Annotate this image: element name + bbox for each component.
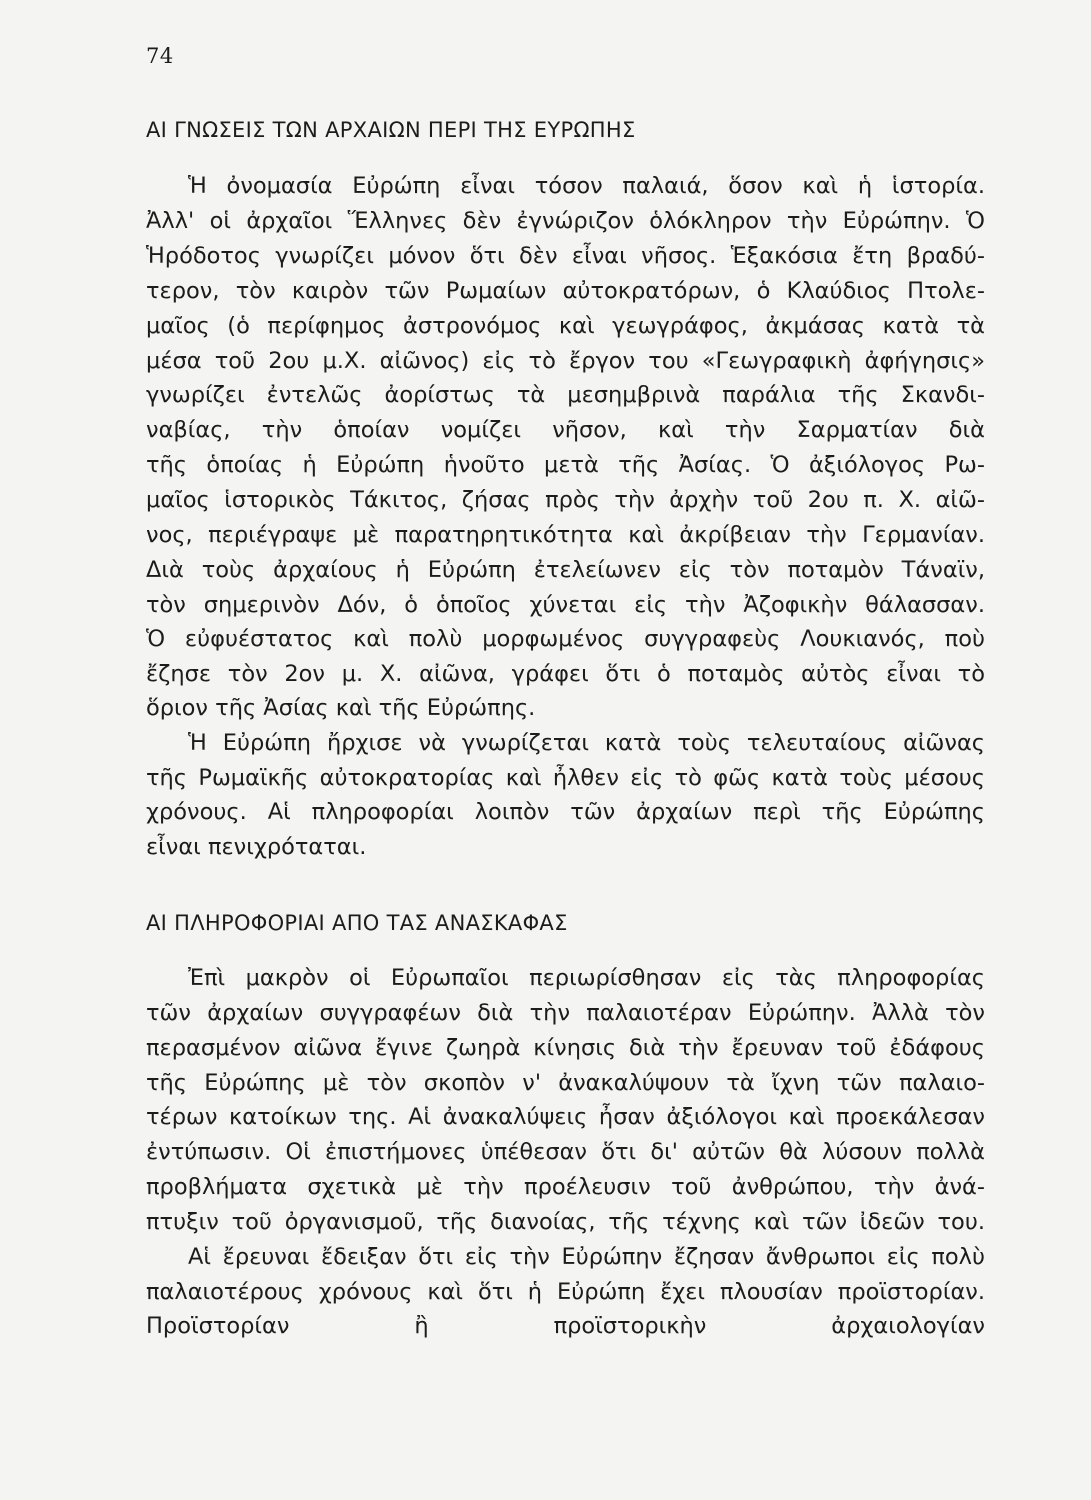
text-line: μαῖος (ὁ περίφημος ἀστρονόμος καὶ γεωγράφος, ἀκμάσας κατὰ τὰ	[146, 313, 985, 339]
section-heading-excavation-information: ΑΙ ΠΛΗΡΟΦΟΡΙΑΙ ΑΠΟ ΤΑΣ ΑΝΑΣΚΑΦΑΣ	[146, 911, 568, 935]
text-line: τὸν σημερινὸν Δόν, ὁ ὁποῖος χύνεται εἰς τὴν Ἀζοφικὴν θάλασσαν.	[146, 592, 985, 618]
text-line: Διὰ τοὺς ἀρχαίους ἡ Εὐρώπη ἐτελείωνεν εἰς τὸν ποταμὸν Τάναϊν,	[146, 557, 985, 583]
text-line: ἔζησε τὸν 2ον μ. Χ. αἰῶνα, γράφει ὅτι ὁ ποταμὸς αὐτὸς εἶναι τὸ	[146, 661, 985, 687]
page-number: 74	[146, 44, 174, 68]
text-line: Ὁ εὐφυέστατος καὶ πολὺ μορφωμένος συγγραφεὺς Λουκιανός, ποὺ	[146, 626, 985, 652]
text-line: πτυξιν τοῦ ὀργανισμοῦ, τῆς διανοίας, τῆς τέχνης καὶ τῶν ἰδεῶν του.	[146, 1209, 985, 1235]
text-line: περασμένον αἰῶνα ἔγινε ζωηρὰ κίνησις διὰ τὴν ἔρευναν τοῦ ἐδάφους	[146, 1035, 985, 1061]
text-line: Ἀλλ' οἱ ἀρχαῖοι Ἕλληνες δὲν ἐγνώριζον ὁλόκληρον τὴν Εὐρώπην. Ὁ	[146, 208, 985, 234]
section-heading-knowledge-of-ancients: ΑΙ ΓΝΩΣΕΙΣ ΤΩΝ ΑΡΧΑΙΩΝ ΠΕΡΙ ΤΗΣ ΕΥΡΩΠΗΣ	[146, 118, 636, 142]
text-line: Ἐπὶ μακρὸν οἱ Εὐρωπαῖοι περιωρίσθησαν εἰς τὰς πληροφορίας	[188, 965, 985, 991]
text-line: νος, περιέγραψε μὲ παρατηρητικότητα καὶ ἀκρίβειαν τὴν Γερμανίαν.	[146, 522, 985, 548]
text-line: ναβίας, τὴν ὁποίαν νομίζει νῆσον, καὶ τὴν Σαρματίαν διὰ	[146, 417, 985, 443]
text-line: τῶν ἀρχαίων συγγραφέων διὰ τὴν παλαιοτέραν Εὐρώπην. Ἀλλὰ τὸν	[146, 1000, 985, 1026]
text-line: μέσα τοῦ 2ου μ.Χ. αἰῶνος) εἰς τὸ ἔργον του «Γεωγραφικὴ ἀφήγησις»	[146, 348, 985, 374]
text-line: ἐντύπωσιν. Οἱ ἐπιστήμονες ὑπέθεσαν ὅτι δι' αὐτῶν θὰ λύσουν πολλὰ	[146, 1139, 985, 1165]
text-line: προβλήματα σχετικὰ μὲ τὴν προέλευσιν τοῦ ἀνθρώπου, τὴν ἀνά-	[146, 1174, 985, 1200]
text-line: τερον, τὸν καιρὸν τῶν Ρωμαίων αὐτοκρατόρων, ὁ Κλαύδιος Πτολε-	[146, 278, 985, 304]
text-line: Ἡ Εὐρώπη ἤρχισε νὰ γνωρίζεται κατὰ τοὺς τελευταίους αἰῶνας	[188, 730, 985, 756]
text-line: Ἡρόδοτος γνωρίζει μόνον ὅτι δὲν εἶναι νῆσος. Ἑξακόσια ἔτη βραδύ-	[146, 243, 985, 269]
text-line: παλαιοτέρους χρόνους καὶ ὅτι ἡ Εὐρώπη ἔχει πλουσίαν προϊστορίαν.	[146, 1279, 985, 1305]
text-line: τῆς ὁποίας ἡ Εὐρώπη ἡνοῦτο μετὰ τῆς Ἀσίας. Ὁ ἀξιόλογος Ρω-	[146, 452, 985, 478]
text-line: Ἡ ὀνομασία Εὐρώπη εἶναι τόσον παλαιά, ὅσον καὶ ἡ ἱστορία.	[188, 173, 985, 199]
text-line: τῆς Εὐρώπης μὲ τὸν σκοπὸν ν' ἀνακαλύψουν τὰ ἴχνη τῶν παλαιο-	[146, 1070, 985, 1096]
text-line: χρόνους. Αἱ πληροφορίαι λοιπὸν τῶν ἀρχαίων περὶ τῆς Εὐρώπης	[146, 799, 985, 825]
text-line: Προϊστορίαν ἢ προϊστορικὴν ἀρχαιολογίαν	[146, 1313, 985, 1339]
text-line: ὅριον τῆς Ἀσίας καὶ τῆς Εὐρώπης.	[146, 695, 536, 721]
text-line: τῆς Ρωμαϊκῆς αὐτοκρατορίας καὶ ἦλθεν εἰς τὸ φῶς κατὰ τοὺς μέσους	[146, 765, 985, 791]
text-line: Αἱ ἔρευναι ἔδειξαν ὅτι εἰς τὴν Εὐρώπην ἔζησαν ἄνθρωποι εἰς πολὺ	[188, 1244, 985, 1270]
text-line: μαῖος ἱστορικὸς Τάκιτος, ζήσας πρὸς τὴν ἀρχὴν τοῦ 2ου π. Χ. αἰῶ-	[146, 487, 985, 513]
text-line: τέρων κατοίκων της. Αἱ ἀνακαλύψεις ἦσαν ἀξιόλογοι καὶ προεκάλεσαν	[146, 1104, 985, 1130]
text-line: εἶναι πενιχρόταται.	[146, 834, 367, 860]
text-line: γνωρίζει ἐντελῶς ἀορίστως τὰ μεσημβρινὰ παράλια τῆς Σκανδι-	[146, 382, 985, 408]
